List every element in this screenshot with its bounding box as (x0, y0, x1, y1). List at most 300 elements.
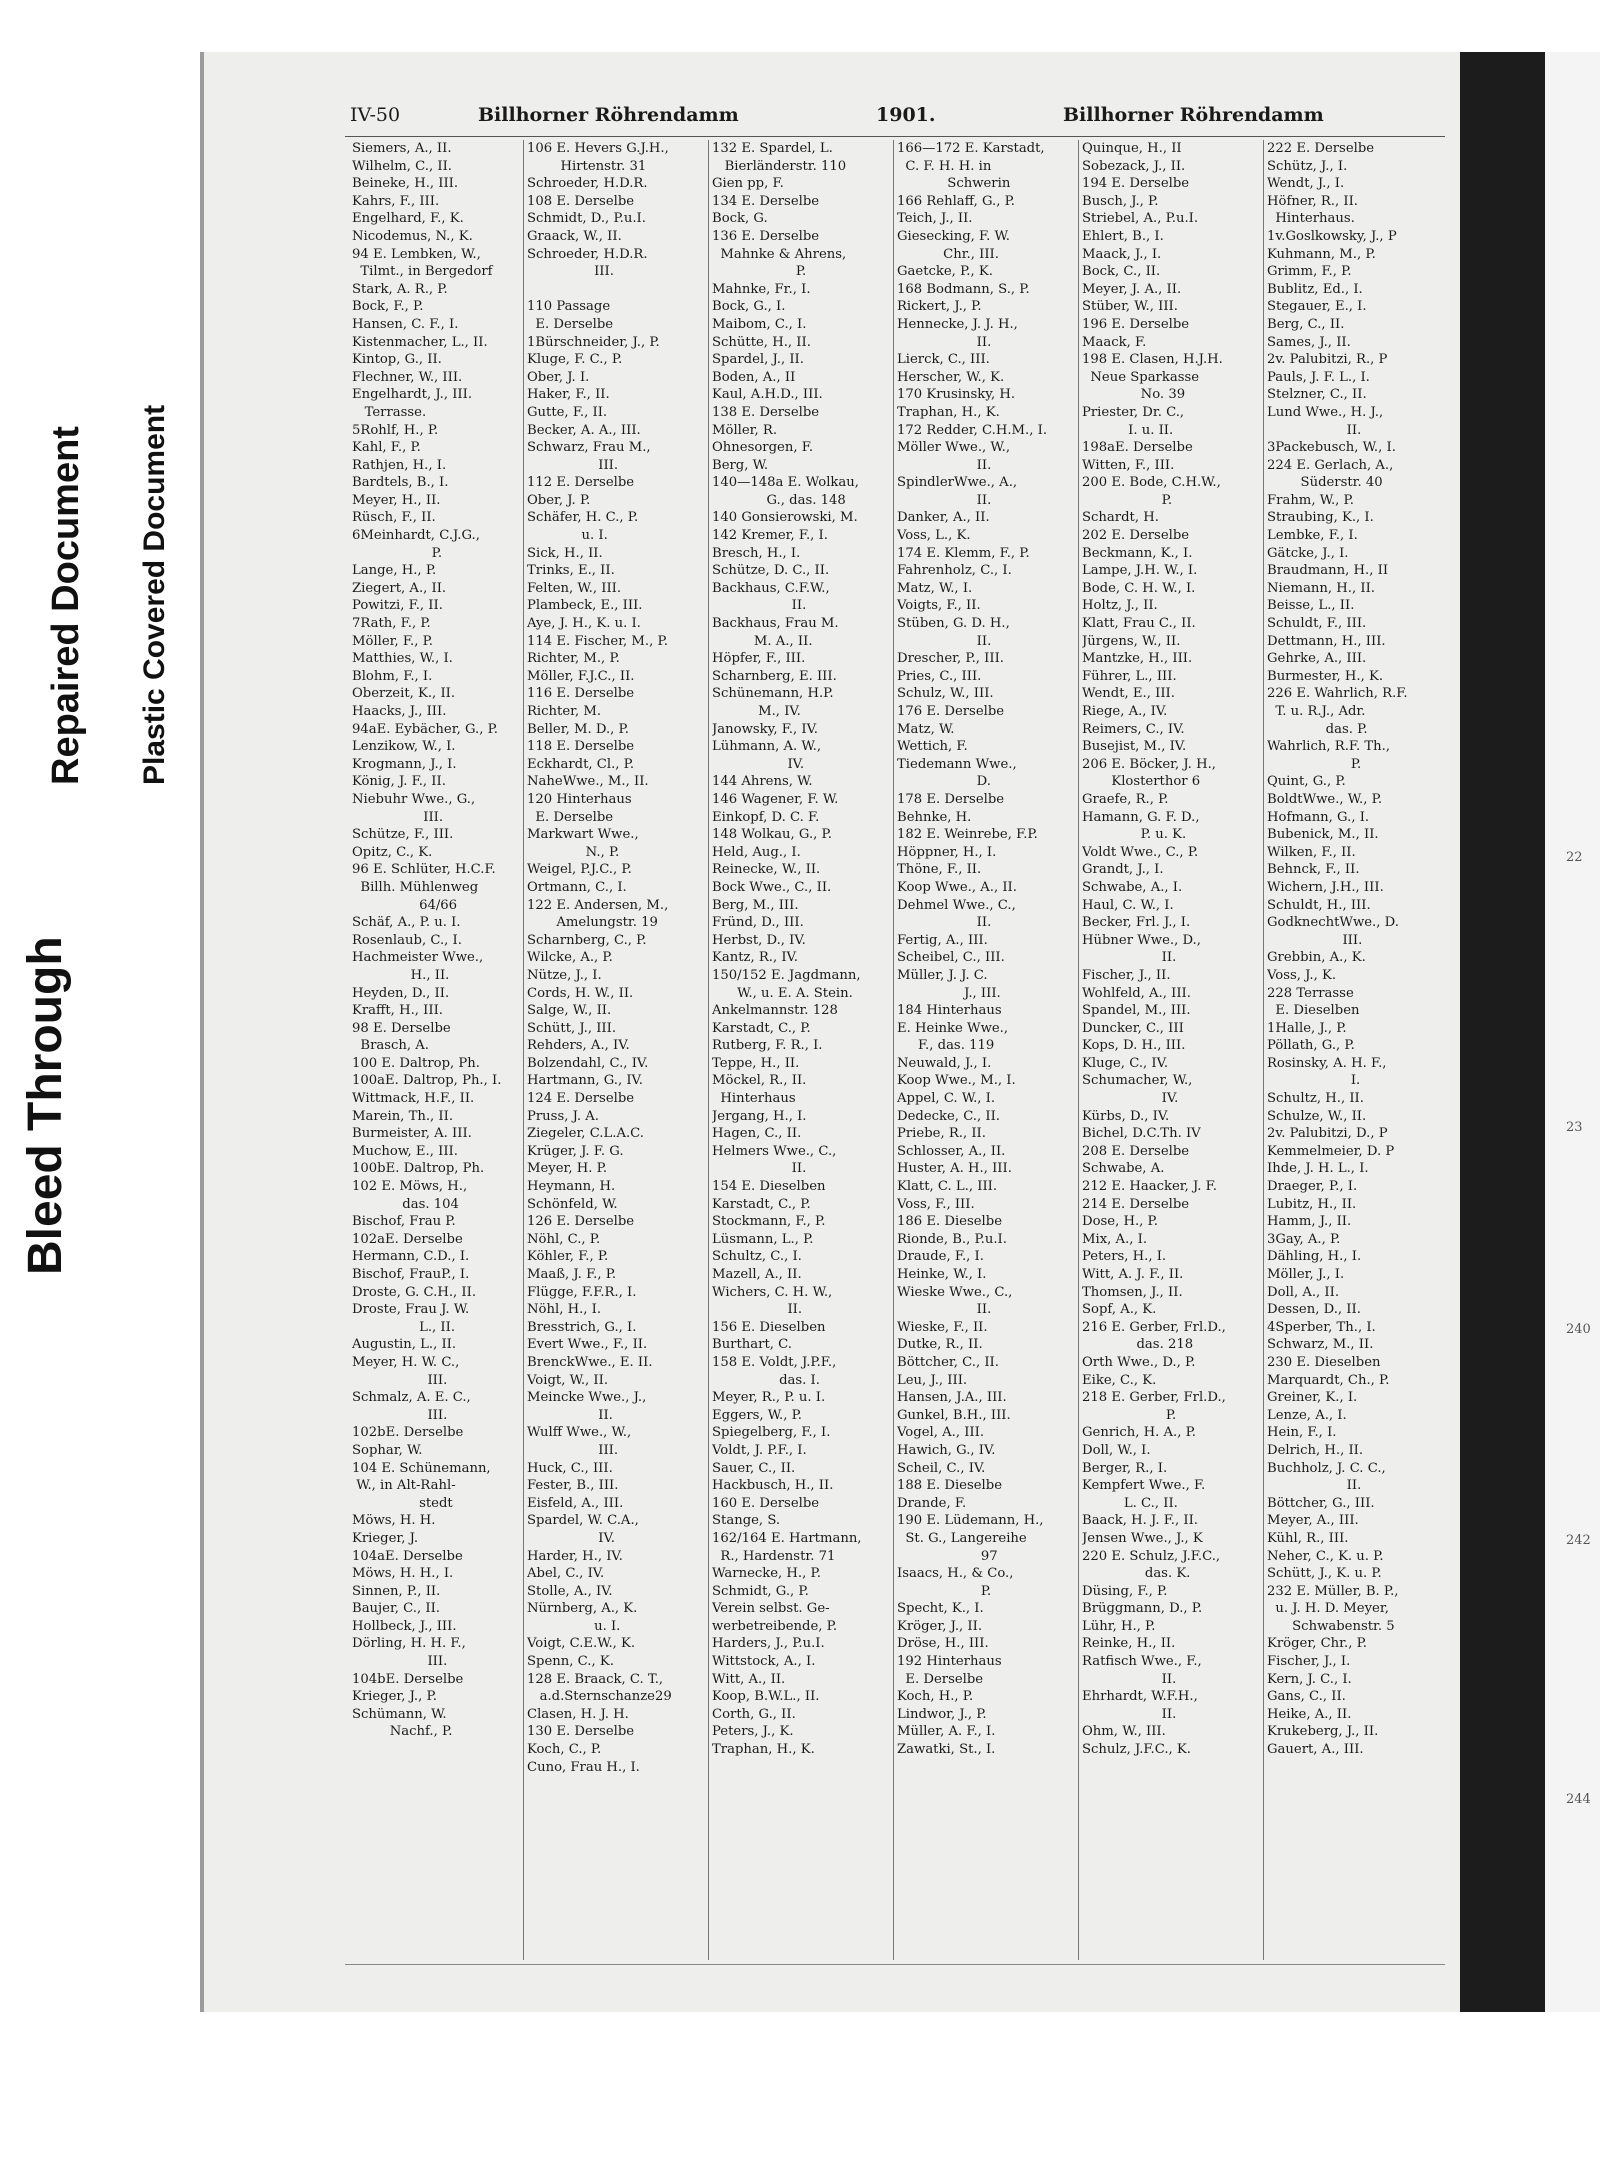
directory-entry: Spiegelberg, F., I. (712, 1425, 831, 1441)
directory-entry: Scharnberg, E. III. (712, 668, 837, 684)
directory-entry: 1Halle, J., P. (1267, 1020, 1347, 1036)
directory-entry: Salge, W., II. (527, 1003, 612, 1019)
directory-entry: Reinecke, W., II. (712, 862, 821, 878)
directory-entry: Thomsen, J., II. (1082, 1284, 1183, 1300)
directory-entry: H., II. (352, 967, 450, 983)
directory-entry: Matz, W. (897, 721, 955, 737)
directory-entry: Lange, H., P. (352, 563, 437, 579)
directory-entry: Wilhelm, C., II. (352, 158, 452, 174)
directory-entry: Dedecke, C., II. (897, 1108, 1000, 1124)
directory-entry: Wulff Wwe., W., (527, 1425, 632, 1441)
directory-entry: Traphan, H., K. (712, 1742, 815, 1758)
directory-entry: Koop Wwe., M., I. (897, 1073, 1016, 1089)
directory-entry: 194 E. Derselbe (1082, 176, 1190, 192)
directory-entry: 200 E. Bode, C.H.W., (1082, 475, 1221, 491)
directory-entry: Heinke, W., I. (897, 1267, 987, 1282)
directory-entry: GodknechtWwe., D. (1267, 915, 1399, 931)
directory-entry: R., Hardenstr. 71 (712, 1548, 836, 1564)
directory-entry: Wichern, J.H., III. (1267, 879, 1384, 895)
directory-entry: 128 E. Braack, C. T., (527, 1671, 664, 1687)
directory-entry: Jergang, H., I. (712, 1108, 807, 1124)
directory-entry: Gunkel, B.H., III. (897, 1407, 1011, 1423)
directory-entry: II. (1267, 1478, 1362, 1494)
directory-entry: Dörling, H. H. F., (352, 1636, 466, 1652)
directory-entry: Genrich, H. A., P. (1082, 1425, 1196, 1441)
directory-entry: Bublitz, Ed., I. (1267, 281, 1363, 297)
directory-entry: Lüsmann, L., P. (712, 1231, 814, 1247)
directory-entry: Nöhl, C., P. (527, 1231, 601, 1247)
directory-entry: Orth Wwe., D., P. (1082, 1354, 1196, 1370)
directory-entry: BrenckWwe., E. II. (527, 1354, 653, 1370)
directory-entry: Janowsky, F., IV. (712, 721, 818, 737)
directory-entry: 4Sperber, Th., I. (1267, 1319, 1376, 1335)
directory-entry: Stüber, W., III. (1082, 299, 1178, 315)
directory-entry: Heymann, H. (527, 1179, 616, 1195)
directory-entry: L., II. (352, 1319, 456, 1335)
directory-entry: Schlosser, A., II. (897, 1143, 1006, 1159)
column-separator (708, 140, 709, 1960)
directory-entry: Warnecke, H., P. (712, 1566, 821, 1582)
directory-entry: 214 E. Derselbe (1082, 1196, 1190, 1212)
directory-entry: Hansen, J.A., III. (897, 1390, 1007, 1406)
directory-entry: Muchow, E., III. (352, 1143, 458, 1159)
directory-entry: Teich, J., II. (897, 211, 973, 227)
directory-entry: II. (1267, 422, 1362, 438)
directory-entry: Voss, J., K. (1267, 967, 1337, 983)
directory-entry: Möckel, R., II. (712, 1073, 807, 1089)
directory-entry: Eckhardt, Cl., P. (527, 756, 635, 772)
directory-entry: G., das. 148 (712, 492, 846, 508)
directory-entry: Striebel, A., P.u.I. (1082, 211, 1199, 227)
directory-entry: 226 E. Wahrlich, R.F. (1267, 686, 1408, 702)
margin-number: 22 (1566, 850, 1583, 865)
directory-entry: Hagen, C., II. (712, 1126, 802, 1142)
directory-entry: Dettmann, H., III. (1267, 633, 1386, 649)
directory-entry: Maibom, C., I. (712, 316, 807, 332)
directory-entry: 2v. Palubitzi, D., P (1267, 1126, 1388, 1142)
directory-entry: Krieger, J. (352, 1530, 419, 1546)
directory-entry: III. (527, 264, 614, 280)
directory-entry: Niebuhr Wwe., G., (352, 791, 476, 807)
directory-entry: Flechner, W., III. (352, 369, 463, 385)
directory-entry: Schultz, H., II. (1267, 1091, 1364, 1107)
directory-entry: Voss, L., K. (897, 528, 971, 544)
directory-entry: 232 E. Müller, B. P., (1267, 1583, 1399, 1599)
directory-entry: Beller, M. D., P. (527, 721, 629, 737)
directory-entry: Stark, A. R., P. (352, 281, 448, 297)
directory-entry: F., das. 119 (897, 1038, 995, 1054)
directory-entry: Stolle, A., IV. (527, 1583, 613, 1599)
directory-entry: Mazell, A., II. (712, 1267, 802, 1282)
directory-entry: Mahnke, Fr., I. (712, 281, 811, 297)
directory-entry: 126 E. Derselbe (527, 1214, 635, 1230)
directory-entry: Maaß, J. F., P. (527, 1267, 617, 1282)
directory-entry: Hein, F., I. (1267, 1425, 1337, 1441)
directory-entry: Matthies, W., I. (352, 651, 453, 667)
year-heading: 1901. (876, 104, 936, 126)
directory-entry: Draeger, P., I. (1267, 1179, 1358, 1195)
directory-entry: Greiner, K., I. (1267, 1390, 1358, 1406)
column-separator (523, 140, 524, 1960)
directory-entry: E. Derselbe (897, 1671, 984, 1687)
directory-entry: Reinke, H., II. (1082, 1636, 1176, 1652)
directory-entry: Verein selbst. Ge- (712, 1601, 830, 1617)
repaired-document-stamp: Repaired Document (45, 426, 87, 785)
directory-entry: u. J. H. D. Meyer, (1267, 1601, 1389, 1617)
directory-entry: Hofmann, G., I. (1267, 809, 1370, 825)
directory-entry: N., P. (527, 844, 620, 860)
directory-entry: das. 104 (352, 1196, 459, 1212)
directory-entry: 138 E. Derselbe (712, 404, 820, 420)
directory-entry: Hollbeck, J., III. (352, 1618, 457, 1634)
directory-entry: Scharnberg, C., P. (527, 932, 647, 948)
directory-entry: 142 Kremer, F., I. (712, 528, 828, 544)
directory-entry: Wieske Wwe., C., (897, 1284, 1013, 1300)
directory-entry: II. (1082, 1706, 1177, 1722)
directory-entry: Frahm, W., P. (1267, 492, 1354, 508)
directory-entry: Wilcke, A., P. (527, 950, 613, 966)
directory-entry: Holtz, J., II. (1082, 598, 1158, 614)
directory-entry: Neher, C., K. u. P. (1267, 1548, 1384, 1564)
directory-entry: Grandt, J., I. (1082, 862, 1164, 878)
directory-entry: Oberzeit, K., II. (352, 686, 456, 702)
directory-entry: Cords, H. W., II. (527, 985, 634, 1001)
directory-column (1082, 140, 1252, 1759)
directory-entry: M., IV. (712, 704, 801, 719)
directory-entry: 166—172 E. Karstadt, (897, 141, 1045, 156)
directory-entry: Sauer, C., II. (712, 1460, 796, 1476)
directory-entry: Beisse, L., II. (1267, 598, 1355, 614)
directory-entry: Ziegeler, C.L.A.C. (527, 1126, 644, 1142)
directory-entry: Schulz, J.F.C., K. (1082, 1742, 1191, 1758)
directory-entry: Braudmann, H., II (1267, 563, 1389, 579)
directory-entry: Flügge, F.F.R., I. (527, 1284, 637, 1300)
directory-entry: Engelhardt, J., III. (352, 387, 473, 403)
directory-entry: Bubenick, M., II. (1267, 827, 1379, 843)
directory-entry: St. G., Langereihe (897, 1530, 1027, 1546)
directory-entry: Neue Sparkasse (1082, 369, 1200, 385)
directory-entry: Ober, J. I. (527, 369, 590, 385)
directory-entry: Nicodemus, N., K. (352, 228, 473, 244)
directory-entry: Matz, W., I. (897, 580, 973, 596)
directory-entry: Hirtenstr. 31 (527, 158, 647, 174)
directory-entry: 168 Bodmann, S., P. (897, 281, 1030, 297)
directory-entry: Baujer, C., II. (352, 1601, 440, 1617)
directory-entry: Helmers Wwe., C., (712, 1143, 837, 1159)
directory-entry: II. (1082, 1671, 1177, 1687)
directory-entry: Behnke, H. (897, 809, 972, 825)
directory-entry: Bardtels, B., I. (352, 475, 449, 491)
directory-entry: Backhaus, Frau M. (712, 616, 839, 632)
directory-entry: 104bE. Derselbe (352, 1671, 464, 1687)
directory-entry: Koop Wwe., A., II. (897, 879, 1017, 895)
directory-entry: 100aE. Daltrop, Ph., I. (352, 1073, 502, 1089)
directory-entry: Wendt, E., III. (1082, 686, 1175, 702)
directory-entry: Meyer, R., P. u. I. (712, 1390, 826, 1406)
directory-entry: 124 E. Derselbe (527, 1091, 635, 1107)
directory-entry: Specht, K., I. (897, 1601, 984, 1617)
directory-entry: Schwabenstr. 5 (1267, 1618, 1395, 1634)
directory-entry: Harders, J., P.u.I. (712, 1636, 825, 1652)
directory-entry: Billh. Mühlenweg (352, 879, 479, 895)
directory-entry: Schwabe, A., I. (1082, 879, 1183, 895)
directory-entry: Bock, G. (712, 211, 768, 227)
directory-entry: Voigts, F., II. (897, 598, 981, 614)
directory-entry: Haacks, J., III. (352, 704, 447, 719)
directory-entry: Huck, C., III. (527, 1460, 613, 1476)
directory-entry: Bock, C., II. (1082, 264, 1161, 280)
directory-entry: Köhler, F., P. (527, 1249, 609, 1265)
column-separator (1263, 140, 1264, 1960)
directory-entry: Fründ, D., III. (712, 915, 804, 931)
directory-entry: Kintop, G., II. (352, 352, 442, 368)
directory-entry: Becker, A. A., III. (527, 422, 641, 438)
directory-entry: Möws, H. H., I. (352, 1566, 454, 1582)
directory-entry: Spardel, W. C.A., (527, 1513, 639, 1529)
directory-entry: Spandel, M., III. (1082, 1003, 1191, 1019)
directory-entry: Meyer, H., II. (352, 492, 441, 508)
directory-entry: 202 E. Derselbe (1082, 528, 1190, 544)
directory-entry: Tiedemann Wwe., (897, 756, 1017, 772)
directory-entry: Schütt, J., K. u. P. (1267, 1566, 1382, 1582)
directory-entry: Schönfeld, W. (527, 1196, 618, 1212)
directory-entry: Doll, W., I. (1082, 1442, 1151, 1458)
directory-entry: Meyer, H. P. (527, 1161, 608, 1177)
directory-entry: 230 E. Dieselben (1267, 1354, 1381, 1370)
directory-entry: Möller, R. (712, 422, 778, 438)
directory-entry: Eisfeld, A., III. (527, 1495, 624, 1511)
directory-entry: Krogmann, J., I. (352, 756, 457, 772)
directory-entry: Niemann, H., II. (1267, 580, 1375, 596)
directory-entry: Gien pp, F. (712, 176, 784, 192)
directory-entry: 120 Hinterhaus (527, 791, 632, 807)
directory-entry: Doll, A., II. (1267, 1284, 1340, 1300)
directory-entry: P. (712, 264, 807, 280)
directory-entry: III. (1267, 932, 1363, 948)
directory-entry: Drande, F. (897, 1495, 967, 1511)
directory-entry: Bresch, H., I. (712, 545, 801, 561)
directory-entry: Harder, H., IV. (527, 1548, 623, 1564)
directory-entry: Plambeck, E., III. (527, 598, 643, 614)
directory-entry: Schwarz, Frau M., (527, 440, 651, 456)
directory-entry: Gehrke, A., III. (1267, 651, 1367, 667)
directory-entry: Kröger, J., II. (897, 1618, 983, 1634)
directory-entry: Busejist, M., IV. (1082, 739, 1187, 755)
directory-entry: Trinks, E., II. (527, 563, 615, 579)
directory-column (527, 140, 697, 1776)
directory-entry: III. (352, 1654, 448, 1670)
directory-entry: Nachf., P. (352, 1724, 453, 1740)
directory-entry: II. (527, 1407, 613, 1423)
directory-entry: Wendt, J., I. (1267, 176, 1345, 192)
directory-entry: Richter, M., P. (527, 651, 620, 667)
directory-entry: Rutberg, F. R., I. (712, 1038, 823, 1054)
directory-entry: Kahrs, F., III. (352, 193, 440, 209)
directory-entry: Voss, F., III. (897, 1196, 975, 1212)
directory-entry: 140 Gonsierowski, M. (712, 510, 858, 526)
directory-entry: Draude, F., I. (897, 1249, 984, 1265)
directory-entry: Sames, J., II. (1267, 334, 1351, 350)
margin-number: 242 (1566, 1533, 1591, 1548)
directory-entry: Berg, M., III. (712, 897, 799, 913)
directory-entry: Eike, C., K. (1082, 1372, 1157, 1388)
directory-column (1267, 140, 1437, 1759)
directory-entry: Witt, A. J. F., II. (1082, 1267, 1184, 1282)
directory-entry: das. K. (1082, 1566, 1191, 1582)
directory-entry: 222 E. Derselbe (1267, 141, 1375, 156)
directory-entry: Krafft, H., III. (352, 1003, 443, 1019)
directory-entry: 206 E. Böcker, J. H., (1082, 756, 1216, 772)
directory-entry: Gätcke, J., I. (1267, 545, 1349, 561)
directory-entry: Schwerin (897, 176, 1011, 192)
directory-entry: Felten, W., III. (527, 580, 622, 596)
directory-entry: Stegauer, E., I. (1267, 299, 1367, 315)
directory-entry: Hackbusch, H., II. (712, 1478, 834, 1494)
directory-entry: Wichers, C. H. W., (712, 1284, 833, 1300)
directory-entry: Rosinsky, A. H. F., (1267, 1055, 1387, 1071)
directory-entry: werbetreibende, P. (712, 1618, 838, 1634)
directory-entry: Zawatki, St., I. (897, 1742, 996, 1758)
directory-entry: 96 E. Schlüter, H.C.F. (352, 862, 496, 878)
directory-entry: Giesecking, F. W. (897, 228, 1010, 244)
directory-entry: E. Derselbe (527, 809, 614, 825)
directory-entry: 182 E. Weinrebe, F.P. (897, 827, 1038, 843)
directory-entry: Schütt, J., III. (527, 1020, 617, 1036)
directory-entry: Held, Aug., I. (712, 844, 801, 860)
directory-entry: II. (712, 1302, 803, 1318)
directory-entry: Abel, C., IV. (527, 1566, 605, 1582)
directory-entry: Wittmack, H.F., II. (352, 1091, 475, 1107)
directory-entry: 3Packebusch, W., I. (1267, 440, 1396, 456)
directory-entry: 1v.Goslkowsky, J., P (1267, 228, 1397, 244)
directory-entry: u. I. (527, 528, 608, 544)
directory-entry: Wettich, F. (897, 739, 968, 755)
directory-entry: Mantzke, H., III. (1082, 651, 1193, 667)
directory-entry: Scheil, C., IV. (897, 1460, 986, 1476)
directory-entry: 122 E. Andersen, M., (527, 897, 669, 913)
directory-entry: Kluge, F. C., P. (527, 352, 623, 368)
directory-entry: Richter, M. (527, 704, 602, 719)
directory-entry: Schütte, H., II. (712, 334, 811, 350)
directory-entry: I. u. II. (1082, 422, 1174, 438)
directory-entry: 140—148a E. Wolkau, (712, 475, 859, 491)
directory-entry: II. (897, 1302, 992, 1318)
directory-entry: Thöne, F., II. (897, 862, 982, 878)
directory-entry: 216 E. Gerber, Frl.D., (1082, 1319, 1226, 1335)
directory-entry: Hachmeister Wwe., (352, 950, 484, 966)
directory-entry: Scheibel, C., III. (897, 950, 1005, 966)
directory-entry: Delrich, H., II. (1267, 1442, 1364, 1458)
directory-entry: D. (897, 774, 991, 790)
directory-entry: Kistenmacher, L., II. (352, 334, 488, 350)
directory-entry: 228 Terrasse (1267, 985, 1354, 1001)
directory-entry: Witten, F., III. (1082, 457, 1175, 473)
directory-entry: Wahrlich, R.F. Th., (1267, 739, 1391, 755)
directory-entry: Koop, B.W.L., II. (712, 1689, 820, 1705)
directory-entry: Lund Wwe., H. J., (1267, 404, 1384, 420)
directory-entry: IV. (712, 756, 805, 772)
directory-entry: Böttcher, C., II. (897, 1354, 999, 1370)
directory-entry: Weigel, P.J.C., P. (527, 862, 632, 878)
directory-entry: 1Bürschneider, J., P. (527, 334, 660, 350)
directory-entry: 97 (897, 1548, 998, 1564)
directory-entry: 7Rath, F., P. (352, 616, 431, 632)
directory-entry: Mahnke & Ahrens, (712, 246, 847, 262)
directory-entry: das. 218 (1082, 1337, 1194, 1353)
directory-entry: T. u. R.J., Adr. (1267, 704, 1366, 719)
directory-entry: Dose, H., P. (1082, 1214, 1158, 1230)
directory-entry: a.d.Sternschanze29 (527, 1689, 672, 1705)
directory-entry: Behnck, F., II. (1267, 862, 1360, 878)
directory-entry: Grimm, F., P. (1267, 264, 1352, 280)
directory-entry: Herscher, W., K. (897, 369, 1005, 385)
directory-entry: Möller Wwe., W., (897, 440, 1011, 456)
directory-entry: Brüggmann, D., P. (1082, 1601, 1203, 1617)
directory-entry: Boden, A., II (712, 369, 796, 385)
directory-entry: III. (527, 1442, 619, 1458)
directory-entry: Süderstr. 40 (1267, 475, 1383, 491)
directory-entry: Hübner Wwe., D., (1082, 932, 1201, 948)
directory-entry: Voldt Wwe., C., P. (1082, 844, 1199, 860)
directory-entry: Müller, J. J. C. (897, 967, 988, 983)
directory-entry: Meyer, A., III. (1267, 1513, 1359, 1529)
directory-entry: E. Derselbe (527, 316, 614, 332)
directory-column (712, 140, 882, 1759)
directory-entry: Wieske, F., II. (897, 1319, 988, 1335)
directory-entry: Bischof, FrauP., I. (352, 1267, 470, 1282)
directory-entry: u. I. (527, 1618, 621, 1634)
directory-entry: Schulze, W., II. (1267, 1108, 1367, 1124)
directory-entry: Marquardt, Ch., P. (1267, 1372, 1390, 1388)
directory-entry: Opitz, C., K. (352, 844, 433, 860)
directory-entry: 132 E. Spardel, L. (712, 141, 833, 156)
directory-entry: Wilken, F., II. (1267, 844, 1356, 860)
directory-entry: 130 E. Derselbe (527, 1724, 635, 1740)
directory-entry: Pöllath, G., P. (1267, 1038, 1355, 1054)
directory-entry: Amelungstr. 19 (527, 915, 658, 931)
directory-entry: Berg, W. (712, 457, 769, 473)
directory-entry: Maack, J., I. (1082, 246, 1162, 262)
directory-entry: Stelzner, C., II. (1267, 387, 1367, 403)
directory-entry: Beckmann, K., I. (1082, 545, 1193, 561)
directory-entry: Vogel, A., III. (897, 1425, 985, 1441)
directory-entry: Evert Wwe., F., II. (527, 1337, 648, 1353)
directory-entry: Herbst, D., IV. (712, 932, 806, 948)
directory-entry: Lindwor, J., P. (897, 1706, 987, 1722)
directory-entry: Schwarz, M., II. (1267, 1337, 1374, 1353)
directory-entry: 2v. Palubitzi, R., P (1267, 352, 1388, 368)
directory-entry: II. (712, 1161, 807, 1177)
directory-entry: Kühl, R., III. (1267, 1530, 1349, 1546)
directory-entry: Ziegert, A., II. (352, 580, 447, 596)
directory-entry: Voigt, C.E.W., K. (527, 1636, 636, 1652)
directory-entry: Drescher, P., III. (897, 651, 1004, 667)
directory-entry: Karstadt, C., P. (712, 1196, 811, 1212)
directory-entry: Schütze, D. C., II. (712, 563, 830, 579)
directory-entry: 192 Hinterhaus (897, 1654, 1002, 1670)
directory-entry: Bock Wwe., C., II. (712, 879, 832, 895)
directory-entry: Schumacher, W., (1082, 1073, 1193, 1089)
directory-entry: Schmidt, G., P. (712, 1583, 809, 1599)
directory-entry: Lühmann, A. W., (712, 739, 822, 755)
directory-entry: Dehmel Wwe., C., (897, 897, 1016, 913)
directory-entry: König, J. F., II. (352, 774, 446, 790)
street-heading-left: Billhorner Röhrendamm (478, 104, 739, 126)
directory-entry: Peters, J., K. (712, 1724, 794, 1740)
directory-entry: 220 E. Schulz, J.F.C., (1082, 1548, 1221, 1564)
directory-entry: I. (1267, 1073, 1361, 1089)
directory-entry: 6Meinhardt, C.J.G., (352, 528, 480, 544)
